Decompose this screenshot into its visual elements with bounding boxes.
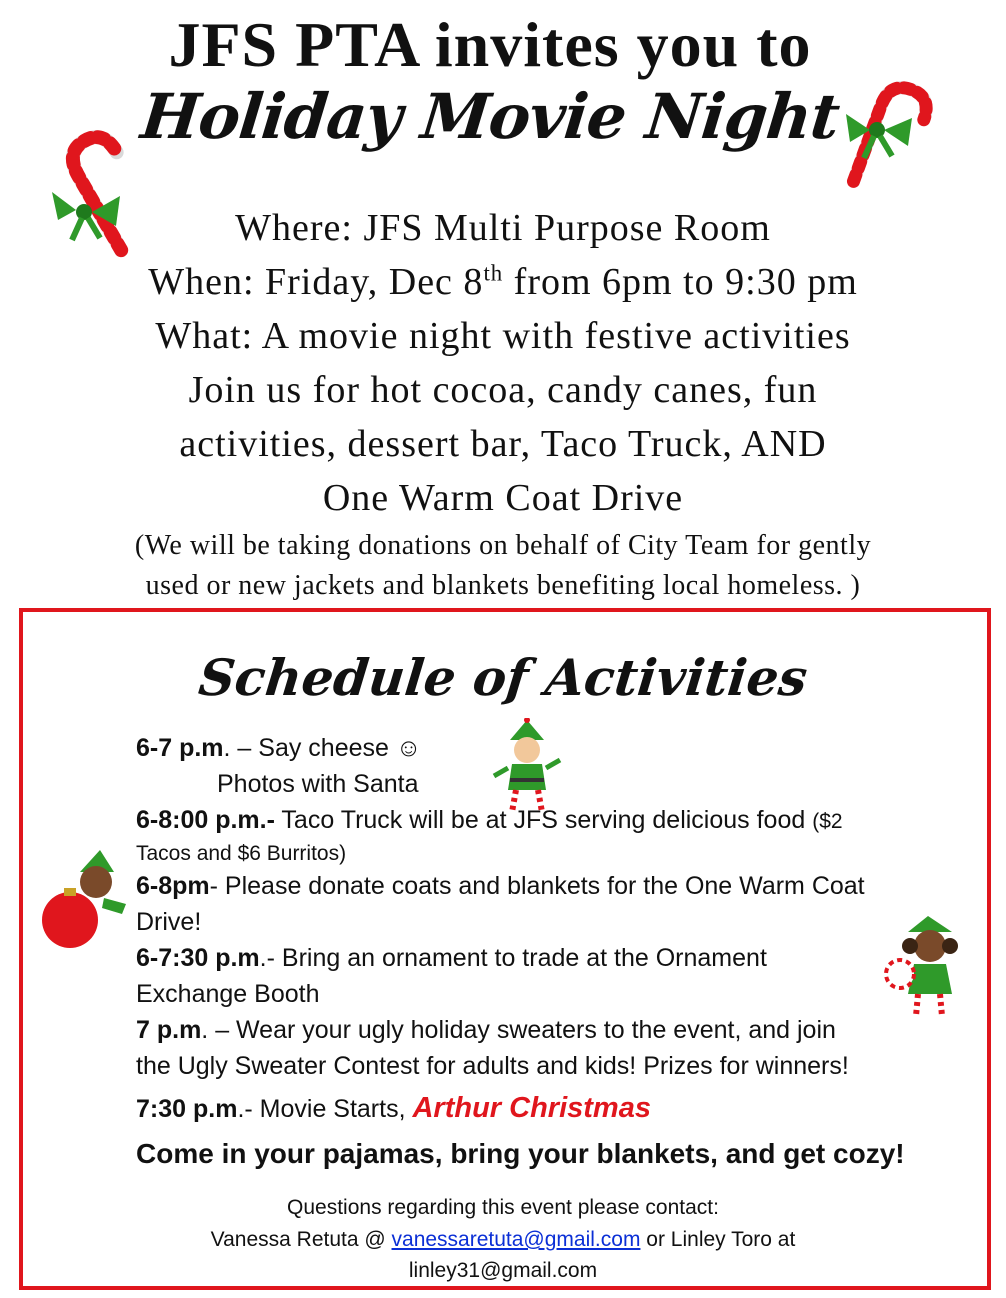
schedule-item-5: 7 p.m. – Wear your ugly holiday sweaters to the event, and join (136, 1016, 836, 1044)
join-line-3: One Warm Coat Drive (322, 477, 684, 519)
join-line-1: Join us for hot cocoa, candy canes, fun (188, 369, 818, 411)
contact-line-1: Questions regarding this event please contact: (287, 1196, 719, 1219)
schedule-item-3-line2: Drive! (136, 908, 202, 936)
contact-line-3: linley31@gmail.com (408, 1259, 598, 1282)
elf-ornament-icon (34, 842, 134, 952)
when-line: When: Friday, Dec 8th from 6pm to 9:30 pm (148, 260, 858, 303)
schedule-item-2-line2: Tacos and $6 Burritos) (136, 842, 347, 865)
schedule-item-1-sub: Photos with Santa (217, 770, 419, 798)
schedule-item-1: 6-7 p.m. – Say cheese ☺ (136, 734, 422, 762)
schedule-item-2: 6-8:00 p.m.- Taco Truck will be at JFS serving delicious food ($2 (136, 806, 843, 834)
schedule-item-3: 6-8pm- Please donate coats and blankets for the One Warm Coat (136, 872, 865, 900)
schedule-item-4: 6-7:30 p.m.- Bring an ornament to trade at the Ornament (136, 944, 767, 972)
schedule-item-5-line2: the Ugly Sweater Contest for adults and kids! Prizes for winners! (136, 1052, 849, 1080)
where-line: Where: JFS Multi Purpose Room (235, 207, 771, 249)
event-title: Holiday Movie Night (137, 80, 843, 153)
email-link-vanessa[interactable]: vanessaretuta@gmail.com (391, 1228, 641, 1251)
candy-cane-right-icon (826, 70, 936, 195)
schedule-item-6: 7:30 p.m.- Movie Starts, Arthur Christmas (136, 1092, 651, 1124)
note-line-2: used or new jackets and blankets benefiting local homeless. ) (145, 570, 861, 601)
what-line: What: A movie night with festive activities (155, 315, 851, 357)
join-line-2: activities, dessert bar, Taco Truck, AND (179, 423, 827, 465)
page-title: JFS PTA invites you to (168, 9, 812, 80)
schedule-title: Schedule of Activities (195, 648, 811, 707)
contact-line-2: Vanessa Retuta @ vanessaretuta@gmail.com or Linley Toro at (210, 1228, 796, 1251)
elf-girl-icon (880, 912, 970, 1022)
closing-line: Come in your pajamas, bring your blankets, and get cozy! (136, 1138, 905, 1169)
elf-icon (492, 718, 562, 818)
movie-title: Arthur Christmas (412, 1092, 651, 1124)
note-line-1: (We will be taking donations on behalf of City Team for gently (134, 530, 872, 561)
schedule-item-4-line2: Exchange Booth (136, 980, 320, 1008)
